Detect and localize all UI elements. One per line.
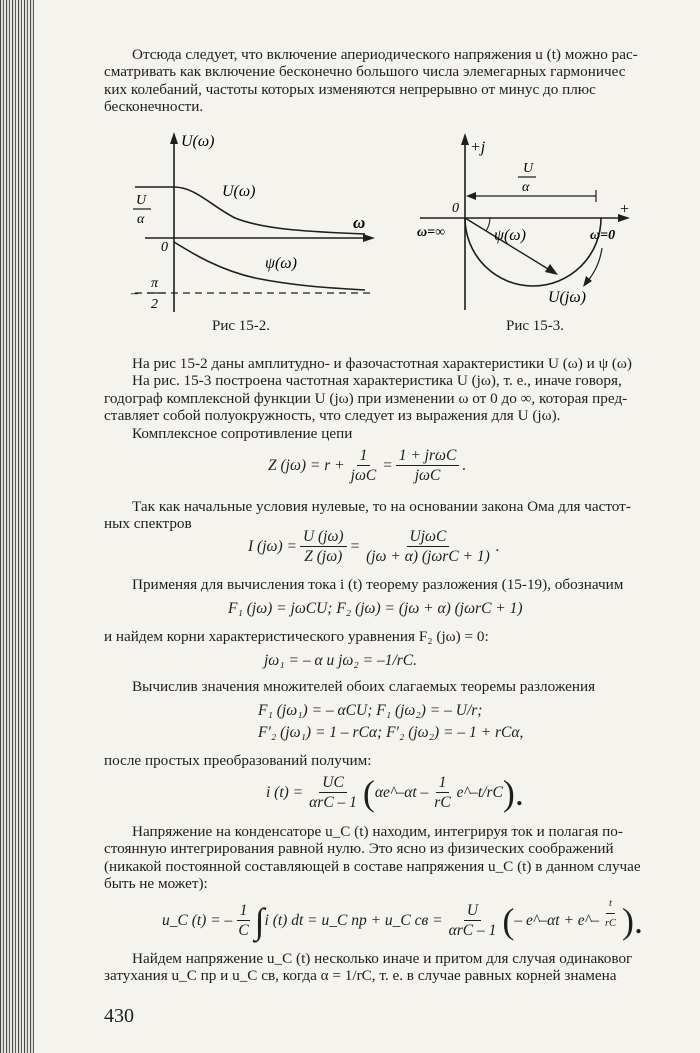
fraction-denominator: αrC – 1 (448, 922, 497, 939)
hodograph-label: U(jω) (548, 289, 586, 306)
phase-angle-arc (486, 218, 490, 231)
eq-part: u_C (t) = – (162, 911, 233, 929)
fraction (602, 895, 619, 932)
eq-part: jω₁ = – α и jω₂ = –1/rC. (264, 652, 418, 669)
diameter-num: U (523, 161, 534, 176)
pi-den: 2 (151, 297, 158, 312)
final-paragraph (104, 950, 632, 985)
diameter-arrow-head (466, 192, 476, 200)
eq-part: . (462, 456, 467, 474)
decomposition-paragraph (104, 576, 623, 593)
current-time-equation (266, 774, 524, 811)
omega-infinity-label: ω=∞ (417, 225, 446, 240)
paren-open: ( (502, 900, 515, 941)
fraction-numerator: 1 (237, 902, 251, 921)
real-axis-plus: + (620, 201, 630, 218)
phasor-arrow-head (545, 264, 558, 275)
origin-label: 0 (161, 240, 168, 255)
fraction-numerator: t (606, 895, 615, 914)
text-line: Отсюда следует, что включение апериодического напряжения u (t) можно рас- (132, 46, 638, 63)
fraction-numerator: U (jω) (300, 528, 347, 547)
diameter-den: α (522, 180, 530, 195)
eq-part: F₁ (jω) = jωCU; F₂ (jω) = (jω + α) (jωrC + 1) (228, 600, 523, 617)
fraction (306, 774, 360, 811)
factor-values-equation-1 (258, 702, 482, 720)
text-line: затухания u_C пр и u_C св, когда α = 1/rC, т. е. в случае равных корней знамена (104, 967, 617, 985)
text-line: Комплексное сопротивление цепи (132, 425, 353, 442)
amplitude-curve-label: U(ω) (222, 183, 256, 200)
figure-description-paragraph (104, 355, 632, 425)
figure-15-2-caption: Рис 15-2. (212, 318, 271, 334)
capacitor-voltage-paragraph (104, 823, 641, 893)
text-line: годограф комплексной функции U (jω) при изменении ω от 0 до ∞, которая пред- (104, 389, 628, 407)
fraction-denominator: Z (jω) (304, 548, 343, 565)
eq-part: i (t) dt = u_C пр + u_C св = (264, 911, 443, 929)
fraction-numerator: 1 + jrωC (396, 447, 460, 466)
text-line: Так как начальные условия нулевые, то на основании закона Ома для частот- (132, 498, 631, 515)
phase-curve-label: ψ(ω) (265, 255, 297, 272)
text-line: стоянную интегрирования равной нулю. Это ясно из физических соображений (104, 840, 614, 858)
eq-part: e^–t/rC (456, 783, 503, 801)
fraction-numerator: UC (319, 774, 347, 793)
amplitude-den: α (137, 212, 145, 227)
fraction (396, 447, 460, 484)
figure-15-3 (410, 130, 640, 315)
text-line: На рис. 15-3 построена частотная характеристика U (jω), т. е., иначе говоря, (132, 372, 622, 390)
fraction-numerator: 1 (436, 774, 450, 793)
paren-open: ( (362, 772, 375, 813)
complex-impedance-paragraph (104, 425, 352, 442)
text-line: после простых преобразований получим: (104, 752, 372, 769)
x-axis-arrow (363, 234, 375, 242)
page-number: 430 (104, 1005, 134, 1027)
direction-arrow (586, 248, 602, 283)
text-line: ных спектров (104, 515, 192, 533)
text-line: (никакой постоянной составляющей в составе напряжения u_C (t) в данном случае (104, 857, 641, 875)
f-definitions-equation (228, 600, 523, 618)
minus-sign: – (131, 286, 138, 301)
text-line: Напряжение на конденсаторе u_C (t) находим, интегрируя ток и полагая по- (132, 823, 623, 840)
paren-close: ). (502, 772, 524, 813)
fraction-denominator: αrC – 1 (309, 794, 357, 811)
fraction (348, 447, 380, 484)
eq-part: Z (jω) = r + (268, 456, 345, 474)
fraction-denominator: jωC (414, 467, 441, 484)
text-line: Вычислив значения множителей обоих слагаемых теоремы разложения (132, 678, 596, 695)
fraction-denominator: rC (604, 918, 617, 929)
fraction-denominator: rC (434, 794, 451, 811)
eq-part: . (495, 537, 500, 555)
fraction (235, 902, 251, 939)
origin-label: 0 (452, 201, 459, 216)
text-line: быть не может): (104, 875, 208, 893)
fraction (431, 774, 453, 811)
figure-15-2 (125, 130, 385, 315)
text-line: бесконечности. (104, 98, 204, 116)
eq-part: F₁ (jω₁) = – αCU; F₁ (jω₂) = – U/r; (258, 702, 483, 719)
imaginary-axis-arrow (461, 133, 469, 145)
eq-part: I (jω) = (248, 537, 297, 555)
imaginary-axis-label: +j (470, 139, 486, 156)
text-line: Применяя для вычисления тока i (t) теорему разложения (15-19), обозначим (132, 576, 624, 593)
eq-part: = (382, 456, 393, 474)
fraction-numerator: U (464, 902, 481, 921)
text-line: Найдем напряжение u_C (t) несколько иначе и притом для случая одинаковог (132, 950, 633, 967)
pi-num: π (151, 276, 159, 291)
capacitor-voltage-equation (162, 898, 644, 941)
after-transform-paragraph (104, 752, 371, 769)
amplitude-num: U (136, 193, 147, 208)
values-paragraph (104, 678, 595, 695)
eq-part: αe^–αt – (374, 783, 429, 801)
text-line: ставляет собой полуокружность, что следует из выражения для U (jω). (104, 407, 561, 425)
eq-part: = (349, 537, 361, 555)
text-line: ких колебаний, частоты которых изменяются непрерывно от минус до плюс (104, 80, 596, 98)
text-line: На рис 15-2 даны амплитудно- и фазочастотная характеристики U (ω) и ψ (ω) (132, 355, 632, 372)
intro-paragraph (104, 46, 638, 116)
fraction (363, 528, 493, 565)
impedance-equation (268, 447, 466, 484)
figure-15-3-caption: Рис 15-3. (506, 318, 565, 334)
text-line: сматривать как включение бесконечно большого числа элемегарных гармоничес (104, 63, 626, 81)
roots-paragraph (104, 628, 489, 645)
phase-label: ψ(ω) (494, 227, 526, 244)
eq-part: – e^–αt + e^– (514, 911, 599, 929)
x-axis-label: ω (353, 213, 366, 232)
factor-values-equation-2 (258, 724, 523, 742)
text-line: и найдем корни характеристического уравнения F₂ (jω) = 0: (104, 628, 489, 645)
fraction-denominator: C (238, 922, 249, 939)
fraction (300, 528, 347, 565)
fraction-denominator: jωC (350, 467, 377, 484)
fraction-numerator: 1 (357, 447, 371, 466)
eq-part: i (t) = (266, 783, 304, 801)
current-spectrum-equation (248, 528, 500, 565)
roots-equation (264, 652, 417, 670)
y-axis-label: U(ω) (181, 133, 215, 150)
fraction-numerator: UjωC (407, 528, 450, 547)
paren-close: ). (622, 900, 644, 941)
eq-part: F′₂ (jω₁) = 1 – rCα; F′₂ (jω₂) = – 1 + rCα, (258, 724, 524, 741)
book-binding-edge (0, 0, 34, 1053)
integral-sign: ∫ (254, 900, 265, 941)
semicircle-hodograph (465, 218, 601, 286)
omega-zero-label: ω=0 (590, 228, 616, 243)
fraction (446, 902, 500, 939)
y-axis-arrow (170, 132, 178, 144)
fraction-denominator: (jω + α) (jωrC + 1) (366, 548, 490, 565)
